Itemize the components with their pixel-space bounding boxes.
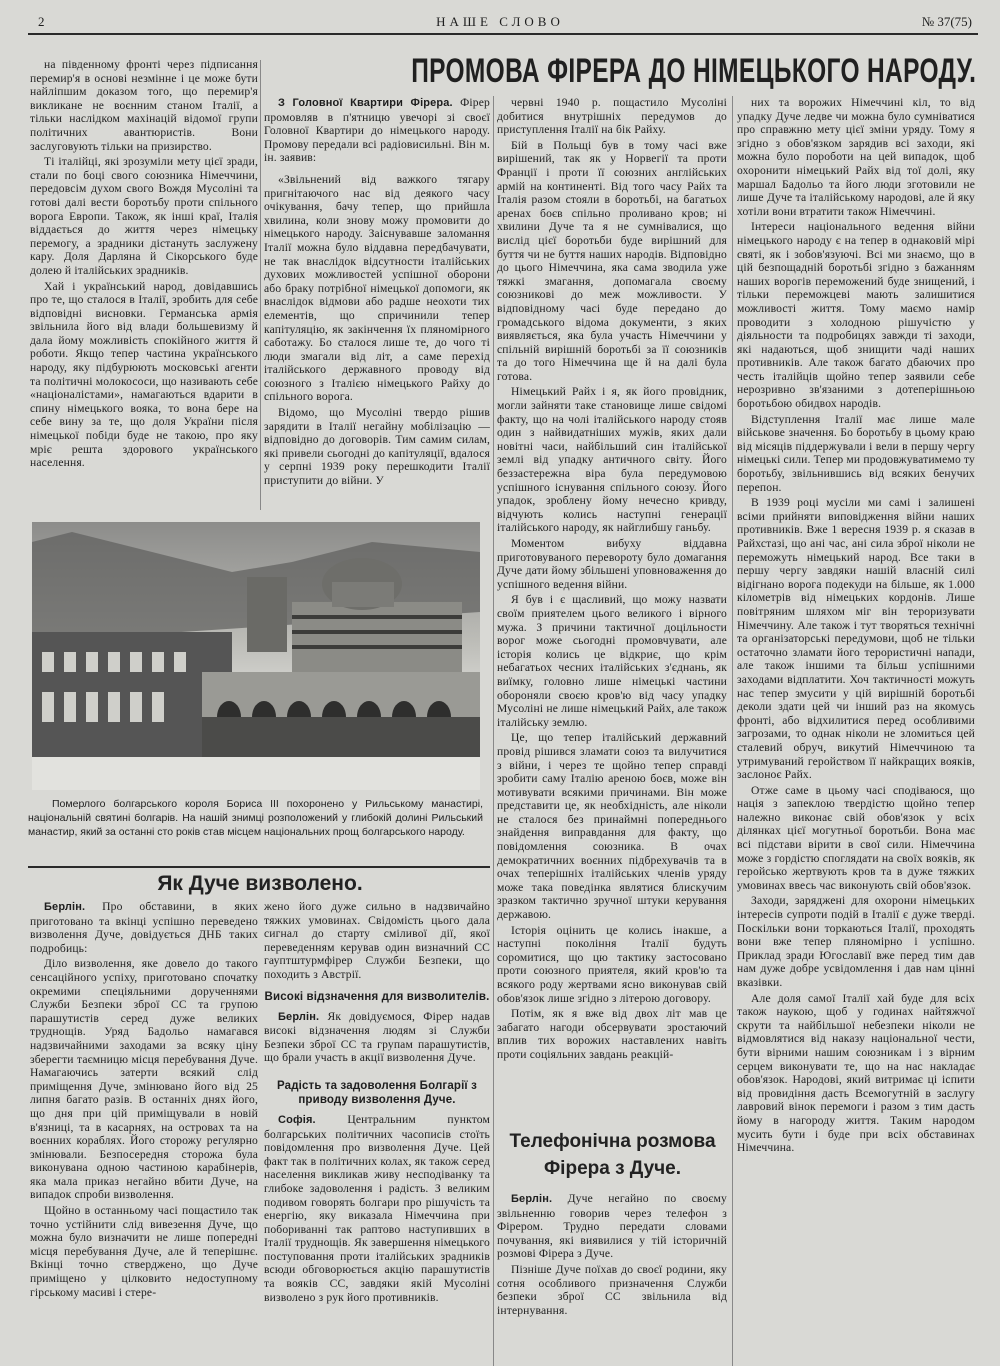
section-rule	[28, 866, 490, 868]
bulgaria-title: Радість та задоволення Болгарії з приводу визволення Дуче.	[276, 1079, 478, 1106]
paragraph: Відомо, що Мусоліні твердо рішив зарядити в Італії негайну мобілізацію — відповідно до договорів. Тим самим силам, які привели сьогодні до капітуляції, вдалося у серпні 1939 року перешкодити Італії приступити до війни. У	[264, 406, 490, 488]
column-divider	[260, 60, 261, 510]
lead-paragraph	[497, 1192, 727, 1261]
main-col-1	[30, 58, 258, 472]
awards-paragraph	[264, 1010, 490, 1065]
awards-text: Як довідуємося, Фірер надав високі відзначення людям зі Служби Безпеки зброї СС та групам парашутистів, що брали участь в акції визволення Дуче.	[264, 1009, 490, 1065]
paragraph: Моментом вибуху віддавна приготовуваного перевороту було домагання Дуче дати йому збільшені уповноваження до успішного ведення війни.	[497, 537, 727, 591]
lead-paragraph	[30, 900, 258, 955]
paper-name: НАШЕ СЛОВО	[436, 14, 564, 29]
paragraph: Відступлення Італії має лише мале військове значення. Бо боротьбу в цьому краю від місяців піддержували і вели в першу чергу німецькі сили. Тепер ми продовжуватимемо ту боротьбу, звільнившись від всяких бенучих перепон.	[737, 412, 975, 494]
main-col-2	[264, 96, 490, 490]
dateline: Берлін.	[278, 1010, 320, 1023]
col2-body	[264, 173, 490, 488]
paragraph: Історія оцінить це колись інакше, а наступні покоління Італії будуть соромитися, що цю тактику застосовано проти союзного приятеля, який кров'ю та всякого роду жертвами ясно виконував свій обов'язок лише згідно з літерою договору.	[497, 923, 727, 1005]
paragraph: «Звільнений від важкого тягару пригнітаючого нас від деякого часу очікування, бачу тепер, що прийшла хвилина, коли знову можу промовити до німецького народу. Заіснувавше заломання Італії можна було віддавна передбачувати, не так внаслідок відсутности італійських духових можливостей успішної оборони або браку потрібної німецької допомоги, як внаслідок відмови або радше неохоти тих елементів, що спричинили тепер капітуляцію, як закінчення їх пляномірного саботажу. Бо сталося лише те, до чого ті люди змагали від літ, а саме перехід італійського державного проводу від союзного з Італією німецького Райху до спільного ворога.	[264, 172, 490, 404]
paragraph: червні 1940 р. пощастило Мусоліні добитися внутрішніх передумов до приступлення Італії на бік Райху.	[497, 96, 727, 137]
header-rule	[28, 33, 978, 35]
main-article-title: ПРОМОВА ФІРЕРА ДО НІМЕЦЬКОГО НАРОДУ.	[411, 52, 977, 90]
paragraph: них та ворожих Німеччині кіл, то від упадку Дуче ледве чи можна було сумніватися про справжню мету цієї зміни уряду. Тому я згідно з обов'язком зарядив всі заходи, які можна було пороботи на цей випадок, щоб охоронити німецький Райх від тої долі, яку маршал Бадольо та його люди зготовили не лише Дуче та італійському народові, але й яку хотіли вони втратити також Німеччині.	[737, 96, 975, 218]
paragraph: Німецький Райх і я, як його провідник, могли зайняти таке становище лише свідомі факту, що на чолі італійського народу стояв один з найвидатніших мужів, яких дали новітні часи, найбільший син італійської землі від упадку античного світу. Його беззастережна віра була передумовою успішного існування спільного союзу. Його упадок, зроблену йому нечесно кривду, відчують колись наступні генерації італійського народу, як найглибшу ганьбу.	[497, 385, 727, 535]
paragraph: Ті італійці, які зрозуміли мету цієї зради, стали по боці свого союзника Німеччини, передовсім духом свого Вождя Мусоліні та готові далі вести боротьбу проти спільного ворога Европи. Також, як інші краї, Італія віддається до життя через німецьку перемогу, а зрадники дістануть заслужену кару. Доля Дарляна й Сікорського буде долею й італійських зрадників.	[30, 155, 258, 277]
dateline: Берлін.	[511, 1193, 553, 1205]
dateline: Берлін.	[44, 901, 86, 913]
dateline: З Головної Квартири Фірера.	[278, 97, 453, 109]
paragraph: Заходи, заряджені для охорони німецьких інтересів супроти подій в Італії є дуже тверді. Поскільки вони торкаються Італії, проходять вони вже тепер пляномірно і успішно. Приклад зради Югославії вже перед тим дав нам дуже добре усвідомлення і дав нам цінні вказівки.	[737, 894, 975, 989]
paragraph: жено його дуже сильно в надзвичайно тяжких умовинах. Свідомість цього дала сигнал до старту сміливої дії, якої переведенням керував один визначний СС гауптштурмфірер Служби Безпеки, що походить з Австрії.	[264, 900, 490, 981]
paragraph: Це, що тепер італійський державний провід рішився зламати союз та вилучитися з війни, і через те щойно тепер справді зробити саму Італію ареною боєв, може він мотивувати всякими причинами. Він може представити це, як необхідність, але ніколи не сталося без принаймні попереднього знайдення виправдання для факту, що повідомлення союзника. В очах демократичних воєнних підбрехувачів та в очах теперішніх італійських членів уряду може така поведінка являтися блискучим зразком тактично зручної штуки керування державою.	[497, 731, 727, 922]
duce-article-title: Як Дуче визволено.	[157, 872, 363, 895]
paragraph: Бій в Польщі був в тому часі вже вирішений, так як у Норвегії та проти Франції і проти її союзних англійських армій на континенті. Від того часу Райх та Італія разом стояли в боротьбі, на багатьох аренах боєв спільно проливано кров; ні хвилини Дуче та я не сумнівалися, що вислід цієї боротьби буде вирішний для буття чи не буття наших народів. Відповідно до цього Німеччина, яка сама зводила уже тяжкі змагання, допомагала своєму союзникові до меж можливости. У відповідному часі буде передано до громадського відома документи, з яких виявляється, яка була участь Німеччини у спільній вирішній боротьбі за її союзників та до того Німеччина ще й на далі була готова.	[497, 138, 727, 383]
monastery-image	[32, 522, 480, 790]
paragraph: Потім, як я вже від двох літ мав це забагато нагоди обсервувати зростаючий вплив тих ворожих наставлених навіть проти соціяльних завдань реакцій-	[497, 1007, 727, 1061]
main-col-3	[497, 96, 727, 1064]
bulgaria-text: Центральним пунктом болгарських політичних часописів стоїть повідомлення про визволення Дуче. Цей факт так в політичних колах, як також серед населення викликав живу несподіванку та глибоке задоволення і радість. З великим подивом говорять болгари про рішучість та енергію, яку виказала Німеччина при побориванні так раптово наступивших в Італії труднощів. Як завершення німецького поступовання проти італійських зрадників всюди обговорюється акцію парашутистів та вояків СС, завдяки якій Мусоліні визволено з рук його противників.	[264, 1112, 490, 1304]
lead-text: Про обставини, в яких приготовано та вкінці успішно переведено визволення Дуче, довідується ДНБ таких подробиць:	[30, 900, 258, 955]
rila-monastery-photo	[32, 522, 480, 790]
dateline: Софія.	[278, 1113, 316, 1126]
lead-text: Фірер промовляв в п'ятницю увечорі зі своєї Головної Квартири до німецького народу. Промову передали всі радіовисильні. Він м. ін. заявив:	[264, 96, 490, 165]
issue-number: № 37(75)	[921, 14, 972, 29]
paragraph: Я був і є щасливий, що можу назвати своїм приятелем цього великого і вірного мужа. З причини тактичної доцільности ворог може сьогодні промовчувати, але історія колись це відкриє, що крім небагатьох чесних італійських з'єднань, як виїмку, головно лише німецькі частини обороняли своєю кров'ю від часу упадку Мусоліні не лише німецький Райх, але також італійську землю.	[497, 593, 727, 729]
phone-title-line-2: Фірера з Дуче.	[543, 1158, 682, 1179]
lead-text: Дуче негайно по своєму звільненню говорив через телефон з Фірером. Трудно передати словами почування, які виявилися у тій історичній розмові Фірера з Дуче.	[497, 1192, 727, 1261]
lead-paragraph	[264, 96, 490, 165]
paragraph: на південному фронті через підписання перемир'я в основі незмінне і це може бути найліпшим доказом того, що перемир'я викликане не воєнним станом Італії, а тільки наслідком махінацій відомої групи політичних авантюристів. Вони заслуговують тільки на призирство.	[30, 58, 258, 153]
duce-col-2	[264, 900, 490, 1306]
awards-title: Високі відзначення для визволителів.	[264, 990, 490, 1003]
column-divider	[493, 96, 494, 1366]
paragraph: Діло визволення, яке довело до такого сенсаційного успіху, приготовано спочатку окремими спеціяльними дорученнями Служби Безпеки зброї СС та групою парашутистів серед дуже великих труднощів. Уряд Бадольо намагався надзвичайними заходами за всяку ціну зберегти таємницю місця перебування Дуче. Намагаючись затерти всякий слід приміщення Дуче, змінювано його від 25 липня багато разів. В останніх днях його, що дня при цій приміщували в новій в'язниці, та в касарнях, на островах та на воєнних кораблях. Його сторожу регулярно змінювали. Безпосередня сторожа була виконувана одною частиною карабінерів, яка мала приказ негайно вбити Дуче, на випадок спроби визволення.	[30, 957, 258, 1202]
paragraph: Але доля самої Італії хай буде для всіх також наукою, щоб у годинах найтяжчої скрути та найбільшої небезпеки ніколи не відмовлятися від наказу національної чести, бути вірними нашим союзникам і з вірним серцем виконувати те, що на нас накладає обов'язок. Народові, який витримає ці іспити від провидіння дасть Всемогутній в заслугу лавровий вінок перемоги і разом з тим дасть йому в нагороду життя. Таким народом мусить бути і буде при всіх обставинах Німеччина.	[737, 991, 975, 1155]
paragraph: Отже саме в цьому часі сподіваюся, що нація з запеклою твердістю щойно тепер належно виконає свій обов'язок у всіх ділянках цієї могутньої боротьби. Вона має всі підстави вірити в свої сили. Німеччина може з гордістю споглядати на своїх вояків, як геройсько жертвують кров та в дуже тяжких умовинах ввесь час виконують свій обов'язок.	[737, 783, 975, 892]
paragraph: В 1939 році мусіли ми самі і залишені всіми прийняти виповідження війни наших противників. Вже 1 вересня 1939 р. я сказав в Райхстазі, що ані час, ані сила зброї ніколи не переможуть німецький народ. Все таки в першу чергу завдяки нашій власній силі відігнано ворога подекуди на більше, як 1.000 кілометрів від німецьких кордонів. Лише повітряним шляхом міг він тероризувати Німеччину. Але також і тут творяться технічні та організаторські передумови, щоб не тільки остаточно зламати його терористичні напади, але також іншими та більш успішними заходами відплатити. Хоч тактичності можуть нас тепер змусити у цій вирішній боротьбі деколи здати цей чи інший раз на якомусь фронті, або відхилитися перед особливими загрозами, то однак ніколи не зломиться цей сталевий обруч, викутий Німеччиною та утримуваний геройством її найкращих вояків, заслоноє Райх.	[737, 496, 975, 782]
photo-caption: Померлого болгарського короля Бориса III похоронено у Рильському манастирі, національній святині болгарів. На нашій знимці розположений у глибокій долині Рильський манастир, який за останні сто років став місцем національних прощ болгарського народу.	[28, 798, 483, 838]
bulgaria-paragraph	[264, 1113, 490, 1304]
page-number: 2	[38, 14, 45, 29]
paragraph: Хай і український народ, довідавшись про те, що сталося в Італії, зробить для себе відповідні висновки. Германська армія звільнила його від влади большевизму й дала йому можливість спокійного життя й роботи. Якщо тепер частина українського народу, яку підбурюють московські агенти та політичні молокососи, що називають себе «націоналістами», намагаються вдарити в спину німецького вояка, то вона бере на себе вину за те, що доля України після німецької побіди буде не такою, про яку мріє решта здорового українського населення.	[30, 279, 258, 470]
duce-col-1	[30, 900, 258, 1301]
duce-col1-body	[30, 957, 258, 1299]
paragraph: Пізніше Дуче поїхав до своєї родини, яку сотня особливого призначення Служби безпеки зброї СС звільнила від інтернування.	[497, 1262, 727, 1317]
column-divider	[732, 96, 733, 1366]
phone-article-body	[497, 1192, 727, 1319]
phone-title-line-1: Телефонічна розмова	[509, 1131, 716, 1152]
phone-article-title	[495, 1128, 730, 1182]
main-col-4	[737, 96, 975, 1157]
paragraph: Інтереси національного ведення війни німецького народу є на тепер в однаковій мірі святі, як і зобов'язуючі. Всі ми знаємо, що в цій безпощадній боротьбі згідно з бажанням наших ворогів переможений буде знищений, і тільки переможцеві мають залишитися можливості життя. Тому маємо намір проводити з холодною рішучістю у діяльности та подробицях завжди ті заходи, які надаються, щоб знищити чаді наших противників. Але також багато дбаючих про честь італійців щойно тепер заявили себе нерозривно зв'язаними з дотеперішньою боротьбою обидвох народів.	[737, 220, 975, 411]
paragraph: Щойно в останньому часі пощастило так точно устійнити слід вивезення Дуче, що можна було визначити не лише попередні місця перебування Дуче, але й теперішнє. Вкінці точно стверджено, що Дуче приміщено у цілковито недоступному гірському масиві і стере-	[30, 1204, 258, 1299]
